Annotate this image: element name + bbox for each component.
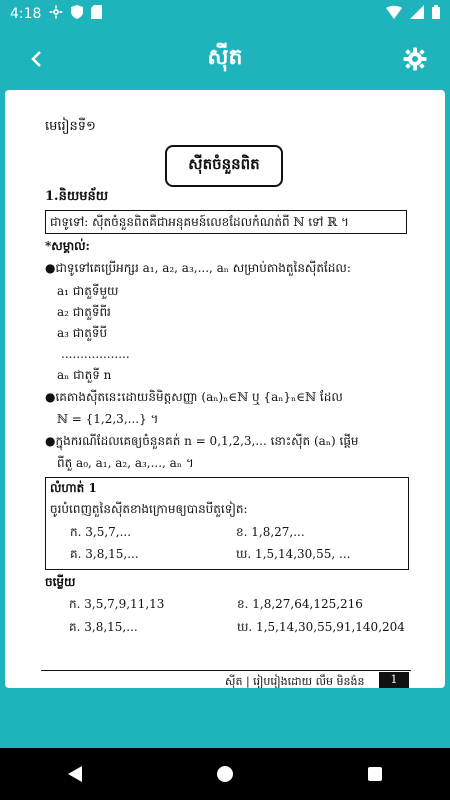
battery-icon (432, 5, 440, 23)
answer-label: ចម្លើយ (45, 575, 76, 589)
bullet-3-line-1: ●ក្នុងករណីដែលគេឲ្យចំនួនគត់ n = 0,1,2,3,... នោះស៊ីត (aₙ) ផ្តើម (45, 434, 359, 448)
status-time: 4:18 (10, 6, 42, 22)
nav-home-button[interactable] (205, 754, 245, 794)
lesson-title: ស៊ីតចំនួនពិត (165, 145, 283, 187)
wifi-icon (386, 5, 402, 23)
page-title: ស៊ីត (207, 45, 243, 70)
app-bar (0, 28, 450, 90)
square-recents-icon (367, 766, 383, 782)
document-page[interactable] (5, 90, 445, 688)
term-2: a₂ ជាតួទីពីរ (57, 305, 111, 319)
note-heading: *សម្គាល់: (45, 239, 90, 253)
answer-item-b: ខ. 1,8,27,64,125,216 (237, 597, 363, 611)
example-box (45, 477, 409, 570)
term-1: a₁ ជាតួទីមួយ (57, 284, 119, 298)
back-button[interactable] (22, 44, 52, 74)
lesson-heading: មេរៀនទី១ (45, 119, 96, 134)
document-content (5, 90, 445, 688)
bullet-1: ●ជាទូទៅគេប្រើអក្សរ a₁, a₂, a₃,..., aₙ សម្រាប់តាងតួនៃស៊ីតដែល: (45, 261, 351, 275)
shield-icon (71, 5, 83, 23)
answer-item-d: ឃ. 1,5,14,30,55,91,140,204 (237, 620, 405, 634)
term-n: aₙ ជាតួទី n (57, 368, 112, 382)
definition-box: ជាទូទៅ: ស៊ីតចំនួនពិតគឺជាអនុគមន៍លេខដែលកំណត់ពី ℕ ទៅ ℝ ។ (45, 210, 407, 234)
term-ellipsis: .................. (61, 347, 130, 361)
chevron-left-icon (30, 50, 44, 68)
answer-item-c: គ. 3,8,15,... (69, 620, 138, 634)
settings-status-icon (49, 5, 63, 23)
page-number: 1 (379, 672, 409, 688)
status-bar (0, 0, 450, 28)
page-footer: ស៊ីត | រៀបរៀងដោយ លឹម មិនង៉ន (225, 675, 365, 688)
bullet-2-line-2: ℕ = {1,2,3,...} ។ (57, 412, 159, 426)
bullet-3-line-2: ពីតួ a₀, a₁, a₂, a₃,..., aₙ ។ (57, 456, 194, 470)
example-prompt: ចូរបំពេញតួនៃស៊ីតខាងក្រោមឲ្យបានបីតួទៀត: (50, 502, 248, 516)
example-item-c: គ. 3,8,15,... (70, 547, 139, 561)
navigation-bar (0, 748, 450, 800)
gear-icon (403, 47, 427, 71)
bullet-2-line-1: ●គេតាងស៊ីតនេះដោយនិមិត្តសញ្ញា (aₙ)ₙ∈ℕ ឬ {aₙ}ₙ∈ℕ ដែល (45, 390, 343, 404)
section-title: 1.និយមន័យ (45, 189, 109, 204)
example-item-b: ខ. 1,8,27,... (236, 525, 305, 539)
settings-button[interactable] (400, 44, 430, 74)
circle-home-icon (216, 765, 234, 783)
example-item-d: ឃ. 1,5,14,30,55, ... (236, 547, 351, 561)
sd-card-icon (91, 5, 102, 23)
signal-icon (410, 5, 424, 23)
answer-item-a: ក. 3,5,7,9,11,13 (69, 597, 165, 611)
example-label: លំហាត់ 1 (50, 481, 97, 495)
example-item-a: ក. 3,5,7,... (70, 525, 132, 539)
nav-back-button[interactable] (55, 754, 95, 794)
nav-recents-button[interactable] (355, 754, 395, 794)
term-3: a₃ ជាតួទីបី (57, 326, 108, 340)
triangle-back-icon (67, 765, 83, 783)
footer-divider (41, 670, 411, 671)
